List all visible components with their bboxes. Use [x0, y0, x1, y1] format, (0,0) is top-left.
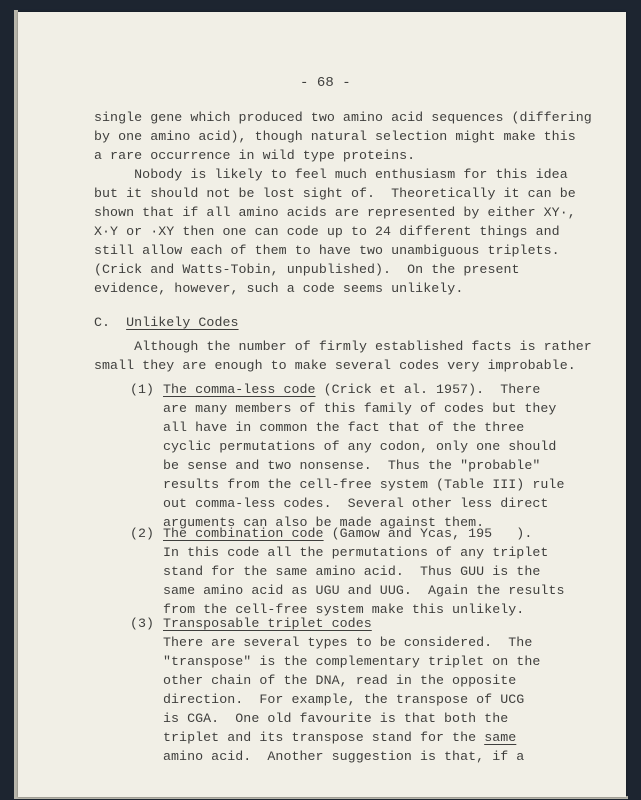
item-title-rest: (Crick et al. 1957). There	[315, 382, 541, 397]
text-line: but it should not be lost sight of. Theoretically it can be	[94, 186, 576, 201]
text-line: a rare occurrence in wild type proteins.	[94, 148, 416, 163]
text-line: cyclic permutations of any codon, only one should	[163, 439, 557, 454]
text-line: amino acid. Another suggestion is that, if a	[163, 749, 525, 764]
item-title-rest: (Gamow and Ycas, 195 ).	[323, 526, 533, 541]
text-line: other chain of the DNA, read in the opposite	[163, 673, 517, 688]
text-line: small they are enough to make several codes very improbable.	[94, 358, 576, 373]
item-number: (2)	[130, 526, 155, 541]
item-title: The comma-less code	[163, 382, 316, 397]
text-line: "transpose" is the complementary triplet on the	[163, 654, 541, 669]
text-line: Nobody is likely to feel much enthusiasm for this idea	[94, 167, 568, 182]
text-line: single gene which produced two amino acid sequences (differing	[94, 110, 592, 125]
text-line: results from the cell-free system (Table III) rule	[163, 477, 565, 492]
text-line: Although the number of firmly established facts is rather	[94, 339, 592, 354]
item-heading-line	[163, 524, 563, 543]
text-line	[163, 728, 563, 747]
page-number: - 68 -	[300, 75, 351, 91]
text-line: X·Y or ·XY then one can code up to 24 different things and	[94, 224, 560, 239]
text-line: direction. For example, the transpose of UCG	[163, 692, 525, 707]
text-segment: triplet and its transpose stand for the	[163, 730, 485, 745]
text-line: same amino acid as UGU and UUG. Again the results	[163, 583, 565, 598]
text-line: are many members of this family of codes but they	[163, 401, 557, 416]
item-heading-line	[163, 614, 563, 633]
text-line: In this code all the permutations of any triplet	[163, 545, 549, 560]
text-line: by one amino acid), though natural selection might make this	[94, 129, 576, 144]
text-line: There are several types to be considered. The	[163, 635, 533, 650]
text-line: all have in common the fact that of the three	[163, 420, 525, 435]
item-title: The combination code	[163, 526, 324, 541]
text-line: arguments can also be made against them.	[163, 515, 485, 530]
item-title: Transposable triplet codes	[163, 616, 372, 631]
text-line: out comma-less codes. Several other less direct	[163, 496, 549, 511]
text-line: is CGA. One old favourite is that both the	[163, 711, 509, 726]
section-letter: C.	[94, 315, 111, 330]
text-line: stand for the same amino acid. Thus GUU is the	[163, 564, 541, 579]
text-line: be sense and two nonsense. Thus the "probable"	[163, 458, 541, 473]
item-heading-line	[163, 380, 563, 399]
text-line: still allow each of them to have two unambiguous triplets.	[94, 243, 560, 258]
text-line: (Crick and Watts-Tobin, unpublished). On the present	[94, 262, 520, 277]
text-line: shown that if all amino acids are represented by either XY·,	[94, 205, 576, 220]
item-number: (1)	[130, 382, 155, 397]
text-line: evidence, however, such a code seems unlikely.	[94, 281, 464, 296]
underlined-word: same	[484, 730, 517, 745]
item-number: (3)	[130, 616, 155, 631]
text-line: from the cell-free system make this unlikely.	[163, 602, 525, 617]
section-title: Unlikely Codes	[126, 315, 239, 330]
section-heading	[94, 313, 564, 332]
